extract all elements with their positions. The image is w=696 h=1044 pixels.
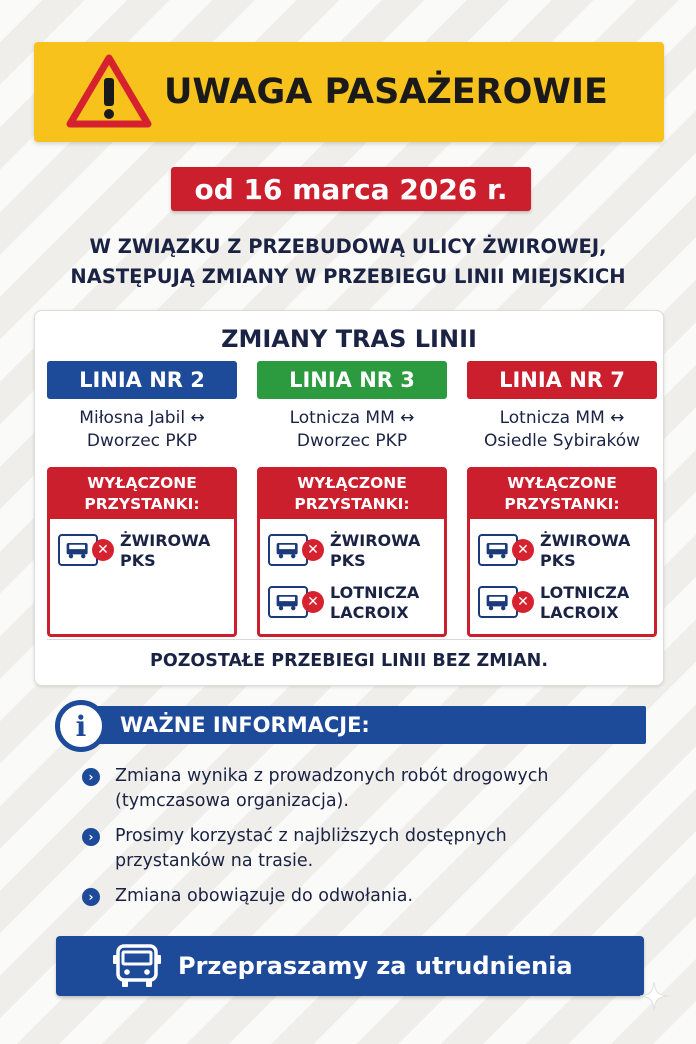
list-item-line-2: przystanków na trasie. bbox=[115, 851, 314, 871]
route-line-1: Miłosna Jabil ↔ bbox=[79, 408, 205, 428]
line-column-3 bbox=[257, 361, 447, 637]
intro-text bbox=[20, 232, 676, 292]
chevron-right-icon: › bbox=[82, 828, 100, 846]
footer-message: Przepraszamy za utrudnienia bbox=[178, 952, 573, 980]
closed-x-icon: ✕ bbox=[302, 539, 324, 561]
list-item bbox=[82, 884, 642, 909]
line-route bbox=[47, 407, 237, 457]
route-line-1: Lotnicza MM ↔ bbox=[499, 408, 625, 428]
stop-name-1: ŻWIROWA bbox=[120, 531, 211, 550]
route-changes-card bbox=[34, 310, 664, 686]
stop-name-1: ŻWIROWA bbox=[540, 531, 631, 550]
list-item-line-1: Zmiana wynika z prowadzonych robót drogowych bbox=[115, 766, 549, 786]
intro-line-2: NASTĘPUJĄ ZMIANY W PRZEBIEGU LINII MIEJSKICH bbox=[70, 265, 626, 288]
list-item-line-1: Zmiana obowiązuje do odwołania. bbox=[115, 886, 414, 906]
footer-banner bbox=[56, 936, 644, 996]
page-title: UWAGA PASAŻEROWIE bbox=[164, 72, 608, 112]
disabled-stop bbox=[478, 531, 654, 571]
stop-name-1: LOTNICZA bbox=[540, 583, 630, 602]
disabled-label-1: WYŁĄCZONE bbox=[507, 474, 617, 492]
list-item bbox=[82, 764, 642, 814]
route-changes-title: ZMIANY TRAS LINII bbox=[221, 325, 477, 353]
disabled-label-2: PRZYSTANKI: bbox=[294, 495, 410, 513]
warning-icon bbox=[64, 52, 154, 132]
closed-x-icon: ✕ bbox=[92, 539, 114, 561]
closed-x-icon: ✕ bbox=[512, 591, 534, 613]
line-column-7 bbox=[467, 361, 657, 637]
stop-name-2: PKS bbox=[330, 551, 366, 570]
route-line-2: Dworzec PKP bbox=[86, 431, 198, 451]
disabled-stops-box bbox=[467, 467, 657, 637]
disabled-stops-heading bbox=[50, 470, 234, 519]
list-item-line-1: Prosimy korzystać z najbliższych dostępnych bbox=[115, 826, 507, 846]
line-route bbox=[467, 407, 657, 457]
route-line-1: Lotnicza MM ↔ bbox=[289, 408, 415, 428]
disabled-stop bbox=[58, 531, 234, 571]
date-banner: od 16 marca 2026 r. bbox=[171, 167, 531, 211]
info-icon: i bbox=[55, 700, 107, 752]
line-column-2 bbox=[47, 361, 237, 637]
stop-name-1: LOTNICZA bbox=[330, 583, 420, 602]
disabled-stop bbox=[268, 583, 444, 623]
sparkle-icon bbox=[638, 980, 670, 1012]
disabled-stops-heading bbox=[260, 470, 444, 519]
line-badge: LINIA NR 7 bbox=[467, 361, 657, 399]
closed-x-icon: ✕ bbox=[302, 591, 324, 613]
disabled-stop bbox=[268, 531, 444, 571]
closed-x-icon: ✕ bbox=[512, 539, 534, 561]
bus-icon bbox=[112, 943, 162, 989]
disabled-stops-box bbox=[257, 467, 447, 637]
chevron-right-icon: › bbox=[82, 888, 100, 906]
route-line-2: Dworzec PKP bbox=[296, 431, 408, 451]
info-heading-bar bbox=[90, 706, 646, 744]
intro-line-1: W ZWIĄZKU Z PRZEBUDOWĄ ULICY ŻWIROWEJ, bbox=[89, 235, 607, 258]
disabled-label-2: PRZYSTANKI: bbox=[504, 495, 620, 513]
stop-name-2: LACROIX bbox=[540, 603, 619, 622]
disabled-stop bbox=[478, 583, 654, 623]
chevron-right-icon: › bbox=[82, 768, 100, 786]
list-item-line-2: (tymczasowa organizacja). bbox=[115, 791, 349, 811]
header-banner bbox=[34, 42, 664, 142]
route-line-2: Osiedle Sybiraków bbox=[483, 431, 641, 451]
info-list bbox=[82, 764, 642, 919]
line-badge: LINIA NR 3 bbox=[257, 361, 447, 399]
disabled-stops-box bbox=[47, 467, 237, 637]
list-item bbox=[82, 824, 642, 874]
line-route bbox=[257, 407, 447, 457]
stop-name-2: LACROIX bbox=[330, 603, 409, 622]
routes-footer-note: POZOSTAŁE PRZEBIEGI LINII BEZ ZMIAN. bbox=[150, 651, 548, 671]
divider bbox=[47, 639, 651, 640]
disabled-label-2: PRZYSTANKI: bbox=[84, 495, 200, 513]
disabled-stops-heading bbox=[470, 470, 654, 519]
stop-name-2: PKS bbox=[120, 551, 156, 570]
stop-name-1: ŻWIROWA bbox=[330, 531, 421, 550]
disabled-label-1: WYŁĄCZONE bbox=[297, 474, 407, 492]
disabled-label-1: WYŁĄCZONE bbox=[87, 474, 197, 492]
line-badge: LINIA NR 2 bbox=[47, 361, 237, 399]
info-heading: WAŻNE INFORMACJE: bbox=[120, 713, 370, 737]
stop-name-2: PKS bbox=[540, 551, 576, 570]
